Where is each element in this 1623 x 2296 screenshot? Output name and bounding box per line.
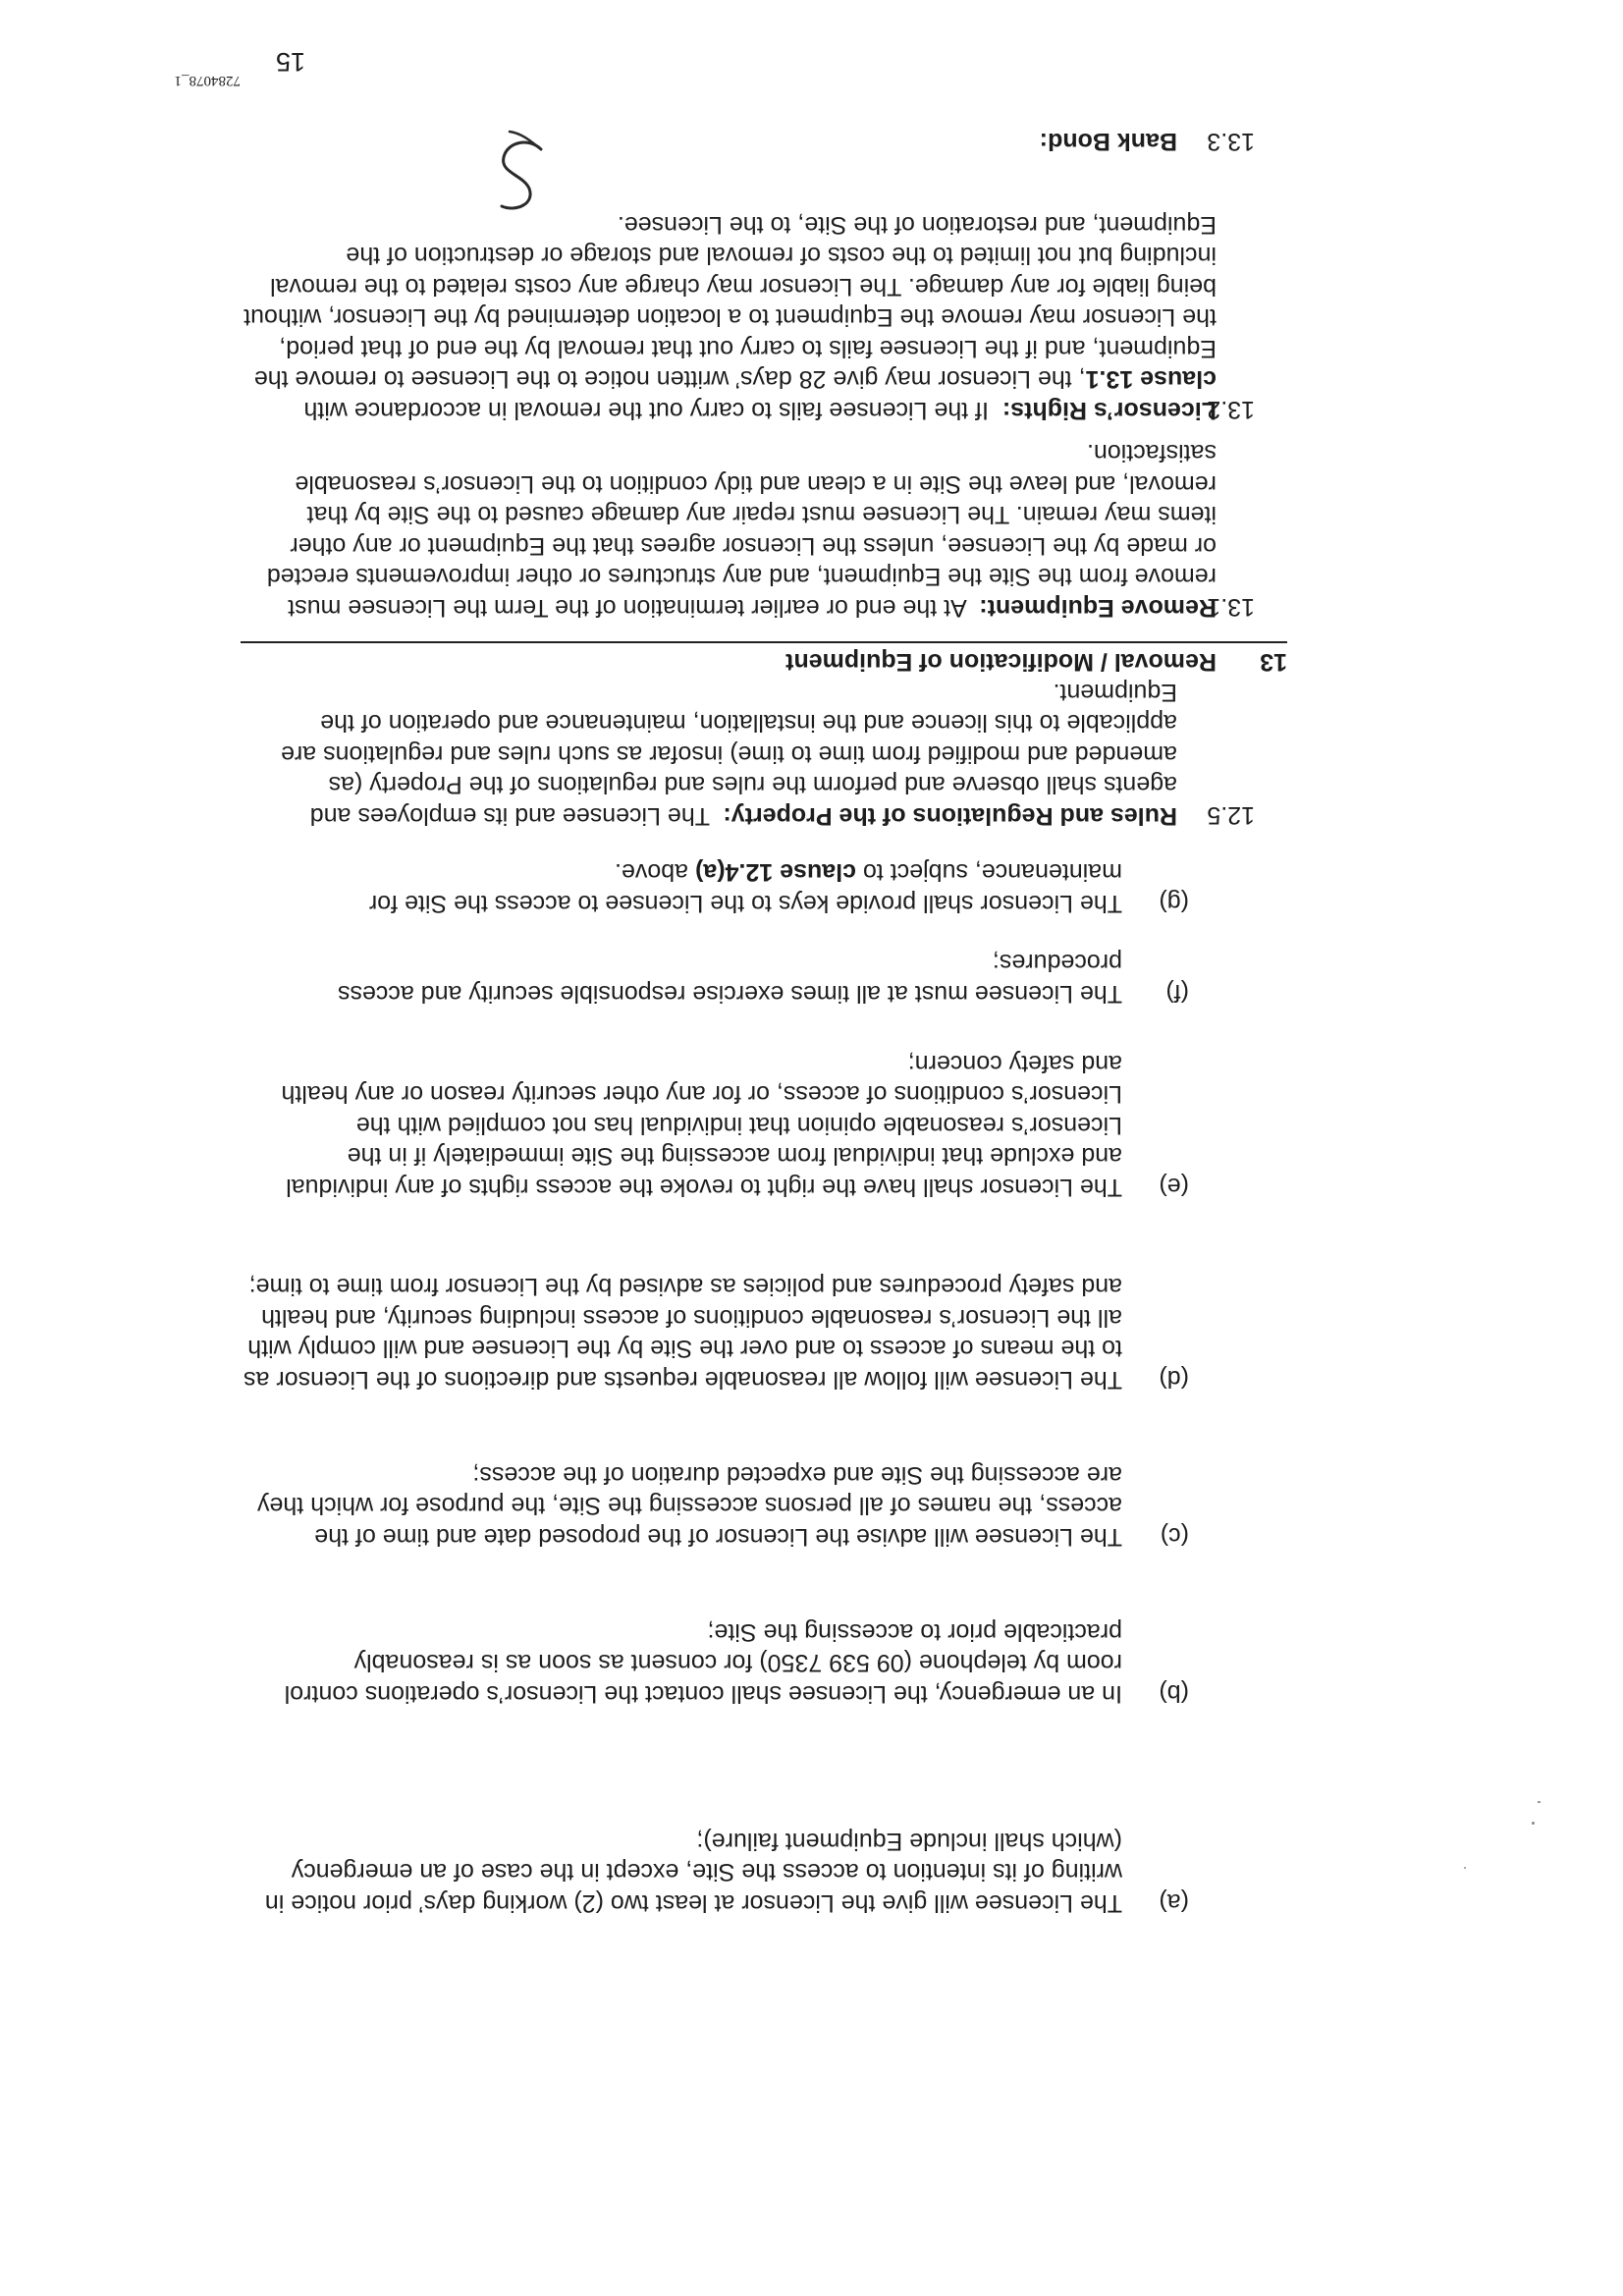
handwritten-initials [482, 128, 553, 214]
item-g-text-before: The Licensor shall provide keys to the Licensee to access the Site for maintenance, subject to [368, 858, 1122, 917]
clause-12-5-number: 12.5 [1207, 801, 1255, 829]
scan-speck [1538, 1801, 1541, 1803]
clause-13-1-heading: Remove Equipment: [979, 594, 1217, 622]
item-a-label: (a) [1159, 1888, 1189, 1916]
item-b-label: (b) [1159, 1679, 1189, 1707]
clause-13-2-heading: Licensor’s Rights: [1001, 397, 1217, 424]
clause-13-2-body-1: If the Licensee fails to carry out the removal in accordance with [303, 397, 989, 424]
item-d-label: (d) [1159, 1365, 1189, 1393]
item-f-label: (f) [1165, 979, 1189, 1007]
scan-speck [1464, 1867, 1466, 1869]
item-g-text [241, 856, 1122, 918]
section-13-rule [241, 641, 1287, 643]
item-d-text: The Licensee will follow all reasonable requests and directions of the Licensor as to the means of access to and over the Site by the Licensee and will comply with all the Licensor’s reasonable conditions of access including security, and health and safety procedures and policies as advised by the Licensor from time to time; [243, 1273, 1122, 1394]
clause-13-1-text [241, 437, 1217, 623]
section-13-number: 13 [1260, 648, 1287, 676]
clause-13-2-text [241, 209, 1217, 426]
clause-12-5-body: The Licensee and its employees and agents shall observe and perform the rules and regulations of the Property (as amended and modified from time to time) insofar as such rules and regulations are applicable to this licence and the installation, maintenance and operation of the Equipment. [281, 679, 1177, 830]
item-c-label: (c) [1160, 1522, 1189, 1550]
item-b-text: In an emergency, the Licensee shall contact the Licensor’s operations control room by telephone (09 539 7350) for consent as soon as is reasonably practicable prior to accessing the Site; [284, 1618, 1122, 1708]
item-g-clause-ref: clause 12.4(a) [695, 858, 856, 887]
item-g-label: (g) [1159, 889, 1189, 916]
item-e-text: The Licensor shall have the right to revoke the access rights of any individual and exclude that individual from accessing the Site immediately if in the Licensor’s reasonable opinion that individual has not complied with the Licensor’s conditions of access, or for any other security reason or any health and safety concern; [281, 1050, 1122, 1201]
clause-13-1-number: 13.1 [1207, 593, 1255, 621]
clause-13-1-body: At the end or earlier termination of the Term the Licensee must remove from the Site the Equipment, and any structures or other improvements erected or made by the Licensee, unless the Licensor agrees that the Equipment or any other items may remain. The Licensee must repair any damage caused to the Site by that removal, and leave the Site in a clean and tidy condition to the Licensor’s reasonable satisfaction. [266, 439, 1217, 622]
item-a-text: The Licensee will give the Licensor at least two (2) working days’ prior notice in writing of its intention to access the Site, except in the case of an emergency (which shall include Equipment failure); [264, 1828, 1122, 1917]
clause-13-2-body-2: , the Licensor may give 28 days’ written notice to the Licensee to remove the Equipment, and if the Licensee fails to carry out that removal by the end of that period, the Licensor may remove the Equipment to a location determined by the Licensor, without being liable for any damage. The Licensor may charge any costs related to the removal including but not limited to the costs of removal and storage or destruction of the Equipment, and restoration of the Site, to the Licensee. [243, 211, 1217, 394]
clause-13-2-number: 13.2 [1207, 396, 1255, 423]
section-13-title: Removal / Modification of Equipment [785, 648, 1217, 676]
clause-13-3-heading: Bank Bond: [1039, 128, 1177, 155]
item-f-text: The Licensee must at all times exercise responsible security and access procedures; [338, 949, 1122, 1008]
item-g-text-after: above. [614, 858, 695, 887]
clause-13-2-clause-ref: clause 13.1 [1085, 365, 1217, 394]
clause-12-5-heading: Rules and Regulations of the Property: [723, 802, 1177, 830]
clause-13-3-number: 13.3 [1207, 128, 1255, 155]
clause-12-5-text [241, 677, 1177, 832]
item-e-label: (e) [1159, 1173, 1189, 1200]
item-c-text: The Licensee will advise the Licensor of the proposed date and time of the access, the names of all persons accessing the Site, the purpose for which they are accessing the Site and expected duration of the access; [256, 1461, 1122, 1551]
scan-speck [1532, 1822, 1535, 1825]
page-number: 15 [275, 47, 305, 77]
document-reference: 7284078_1 [174, 73, 241, 88]
